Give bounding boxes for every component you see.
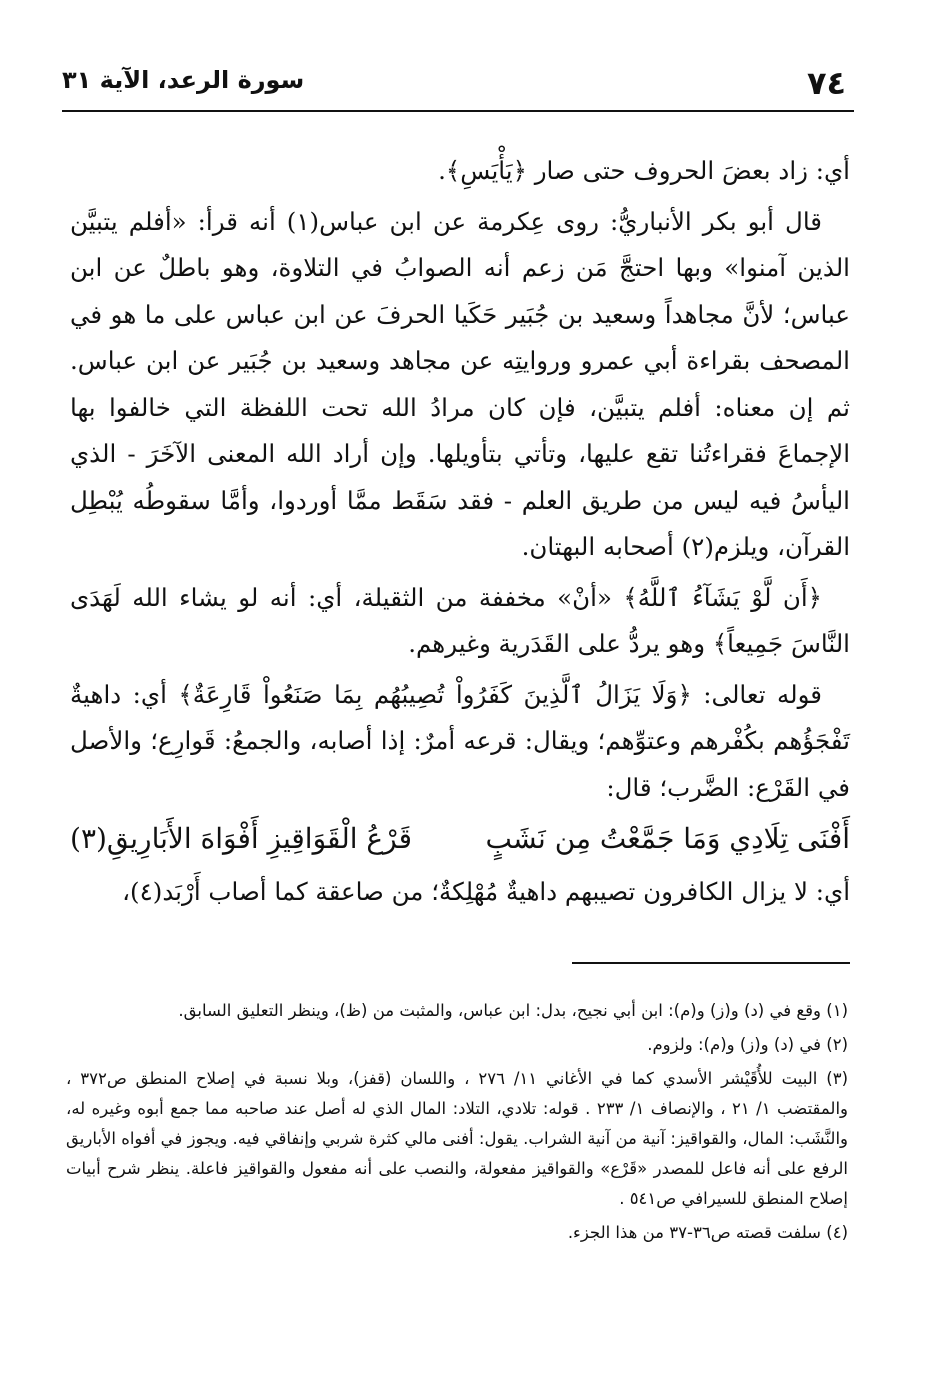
running-title: سورة الرعد، الآية ٣١ bbox=[62, 66, 305, 94]
verse-first-hemistich: أَفْنَى تِلَادِي وَمَا جَمَّعْتُ مِن نَشَبٍ bbox=[485, 822, 850, 855]
footnote-3: (٣) البيت للأُقَيْشر الأسدي كما في الأغاني ١١/ ٢٧٦ ، واللسان (قفز)، وبلا نسبة في إصلاح المنطق ص٣٧٢ ، والمقتضب ١/ ٢١ ، والإنصاف ١/ ٢٣٣ . قوله: تلادي، التلاد: المال الذي له أصل عند صاحبه مما جمع أبوه وغيره له، والنَّشَب: المال، والقواقيز: آنية من آنية الشراب. يقول: أفنى مالي كثرة شربي وإنفاقي فيه. ويجوز في أفواه الأباريق الرفع على أنه فاعل للمصدر «قَرْع» والقواقيز مفعولة، والنصب على أنه مفعول والقواقيز فاعلة. ينظر شرح أبيات إصلاح المنطق للسيرافي ص٥٤١ . bbox=[66, 1069, 849, 1208]
page-header bbox=[62, 64, 854, 108]
paragraph-4: قوله تعالى: ﴿وَلَا يَزَالُ ٱلَّذِينَ كَفَرُواْ تُصِيبُهُم بِمَا صَنَعُواْ قَارِعَةٌ﴾ أي: داهيةٌ تَفْجَؤُهم بكُفْرهم وعتوِّهم؛ ويقال: قرعه أمرٌ: إذا أصابه، والجمعُ: قَوارِع؛ والأصل في القَرْع: الضَّرب؛ قال: bbox=[70, 679, 850, 802]
footnote-2: (٢) في (د) و(ز) و(م): ولزوم. bbox=[647, 1035, 848, 1054]
header-rule bbox=[62, 110, 854, 112]
paragraph-5: أي: لا يزال الكافرون تصيبهم داهيةٌ مُهْلِكةٌ؛ من صاعقة كما أصاب أَرْبَد(٤)، bbox=[122, 877, 850, 906]
footnote-4: (٤) سلفت قصته ص٣٦-٣٧ من هذا الجزء. bbox=[567, 1223, 848, 1242]
paragraph-1: أي: زاد بعضَ الحروف حتى صار ﴿يَأْيَسِ﴾. bbox=[438, 156, 850, 185]
page-number: ٧٤ bbox=[806, 64, 846, 102]
verse-second-hemistich: قَرْعُ الْقَوَاقِيزِ أَفْوَاهَ الأَبَارِيقِ(٣) bbox=[70, 822, 412, 855]
footnote-separator bbox=[572, 962, 850, 964]
main-text bbox=[70, 148, 850, 920]
paragraph-3: ﴿أَن لَّوْ يَشَآءُ ٱللَّهُ﴾ «أنْ» مخففة من الثقيلة، أي: أنه لو يشاء الله لَهَدَى النَّاسَ جَمِيعاً﴾ وهو يردُّ على القَدَرية وغيرهم. bbox=[70, 582, 850, 658]
poetry-verse bbox=[70, 815, 850, 863]
paragraph-2: قال أبو بكر الأنباريُّ: روى عِكرمة عن ابن عباس(١) أنه قرأ: «أفلم يتبيَّن الذين آمنوا» وبها احتجَّ مَن زعم أنه الصوابُ في التلاوة، وهو باطلٌ عن ابن عباس؛ لأنَّ مجاهداً وسعيد بن جُبَير حَكَيا الحرفَ عن ابن عباس على ما هو في المصحف بقراءة أبي عمرو وروايتِه عن مجاهد وسعيد بن جُبَير عن ابن عباس. ثم إن معناه: أفلم يتبيَّن، فإن كان مرادُ الله تحت اللفظة التي خالفوا بها الإجماعَ فقراءتُنا تقع عليها، وتأتي بتأويلها. وإن أراد الله المعنى الآخَرَ - الذي اليأسُ فيه ليس من طريق العلم - فقد سَقَط ممَّا أوردوا، وأمَّا سقوطُه يُبْطِل القرآن، ويلزم(٢) أصحابه البهتان. bbox=[70, 206, 850, 561]
footnote-1: (١) وقع في (د) و(ز) و(م): ابن أبي نجيح، بدل: ابن عباس، والمثبت من (ظ)، وينظر التعليق السابق. bbox=[178, 1001, 848, 1020]
footnotes bbox=[66, 996, 848, 1252]
